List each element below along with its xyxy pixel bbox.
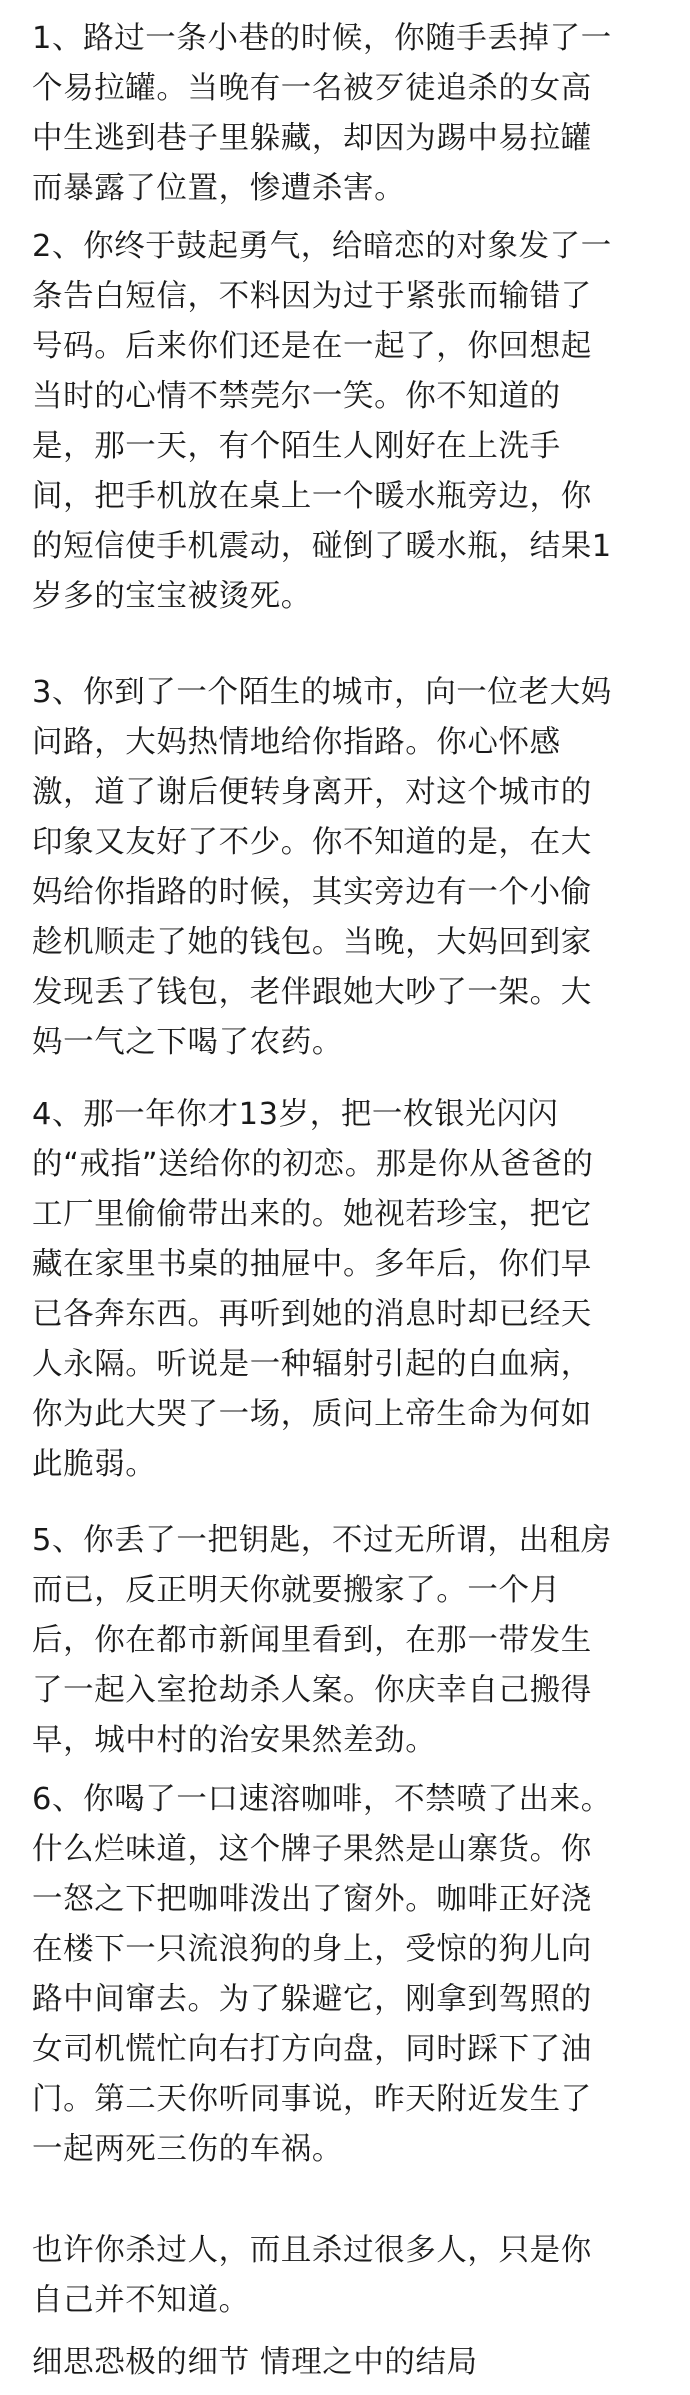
text-line: 自己并不知道。 [32,2283,250,2318]
text-line: 当时的心情不禁莞尔一笑。你不知道的 [32,379,561,414]
text-line: 发现丢了钱包，老伴跟她大吵了一架。大 [32,975,592,1010]
text-line: 4、那一年你才13岁，把一枚银光闪闪 [32,1097,559,1132]
text-line: 中生逃到巷子里躲藏，却因为踢中易拉罐 [32,121,592,156]
text-line: 路中间窜去。为了躲避它，刚拿到驾照的 [32,1982,592,2017]
text-line: 门。第二天你听同事说，昨天附近发生了 [32,2082,592,2117]
text-line: 条告白短信，不料因为过于紧张而输错了 [32,279,592,314]
text-line: 什么烂味道，这个牌子果然是山寨货。你 [32,1832,592,1867]
text-line: 人永隔。听说是一种辐射引起的白血病， [32,1347,592,1382]
text-line: 个易拉罐。当晚有一名被歹徒追杀的女高 [32,71,592,106]
paragraph-3 [32,668,664,1068]
text-line: 号码。后来你们还是在一起了，你回想起 [32,329,592,364]
text-line: 6、你喝了一口速溶咖啡，不禁喷了出来。 [32,1782,612,1817]
text-line: 而已，反正明天你就要搬家了。一个月 [32,1573,561,1608]
text-line: 印象又友好了不少。你不知道的是，在大 [32,825,592,860]
text-line: 后，你在都市新闻里看到，在那一带发生 [32,1623,592,1658]
text-line: 5、你丢了一把钥匙，不过无所谓，出租房 [32,1523,612,1558]
text-line: 的“戒指”送给你的初恋。那是你从爸爸的 [32,1147,594,1182]
paragraph-4 [32,1090,664,1490]
text-line: 在楼下一只流浪狗的身上，受惊的狗儿向 [32,1932,592,1967]
text-line: 而暴露了位置，惨遭杀害。 [32,171,406,206]
text-line: 趁机顺走了她的钱包。当晚，大妈回到家 [32,925,592,960]
text-line: 你为此大哭了一场，质问上帝生命为何如 [32,1397,592,1432]
text-line: 3、你到了一个陌生的城市，向一位老大妈 [32,675,612,710]
text-line: 岁多的宝宝被烫死。 [32,579,312,614]
text-line: 1、路过一条小巷的时候，你随手丢掉了一 [32,21,612,56]
text-line: 了一起入室抢劫杀人案。你庆幸自己搬得 [32,1673,592,1708]
text-line: 2、你终于鼓起勇气，给暗恋的对象发了一 [32,229,612,264]
paragraph-2 [32,222,664,622]
text-line: 一起两死三伤的车祸。 [32,2132,343,2167]
text-line: 的短信使手机震动，碰倒了暖水瓶，结果1 [32,529,612,564]
text-line: 间，把手机放在桌上一个暖水瓶旁边，你 [32,479,592,514]
text-line: 已各奔东西。再听到她的消息时却已经天 [32,1297,592,1332]
paragraph-1 [32,14,664,214]
text-line: 女司机慌忙向右打方向盘，同时踩下了油 [32,2032,592,2067]
text-line: 一怒之下把咖啡泼出了窗外。咖啡正好浇 [32,1882,592,1917]
paragraph-6 [32,1775,664,2175]
text-line: 是，那一天，有个陌生人刚好在上洗手 [32,429,561,464]
paragraph-tagline [32,2338,664,2388]
text-line: 问路，大妈热情地给你指路。你心怀感 [32,725,561,760]
text-line: 早，城中村的治安果然差劲。 [32,1723,437,1758]
text-line: 妈给你指路的时候，其实旁边有一个小偷 [32,875,592,910]
text-line: 细思恐极的细节 情理之中的结局 [32,2345,478,2380]
paragraph-conclusion [32,2226,664,2326]
text-line: 此脆弱。 [32,1447,157,1482]
paragraph-5 [32,1516,664,1766]
text-line: 藏在家里书桌的抽屉中。多年后，你们早 [32,1247,592,1282]
text-line: 也许你杀过人，而且杀过很多人，只是你 [32,2233,592,2268]
text-line: 妈一气之下喝了农药。 [32,1025,343,1060]
text-line: 工厂里偷偷带出来的。她视若珍宝，把它 [32,1197,592,1232]
text-line: 激，道了谢后便转身离开，对这个城市的 [32,775,592,810]
